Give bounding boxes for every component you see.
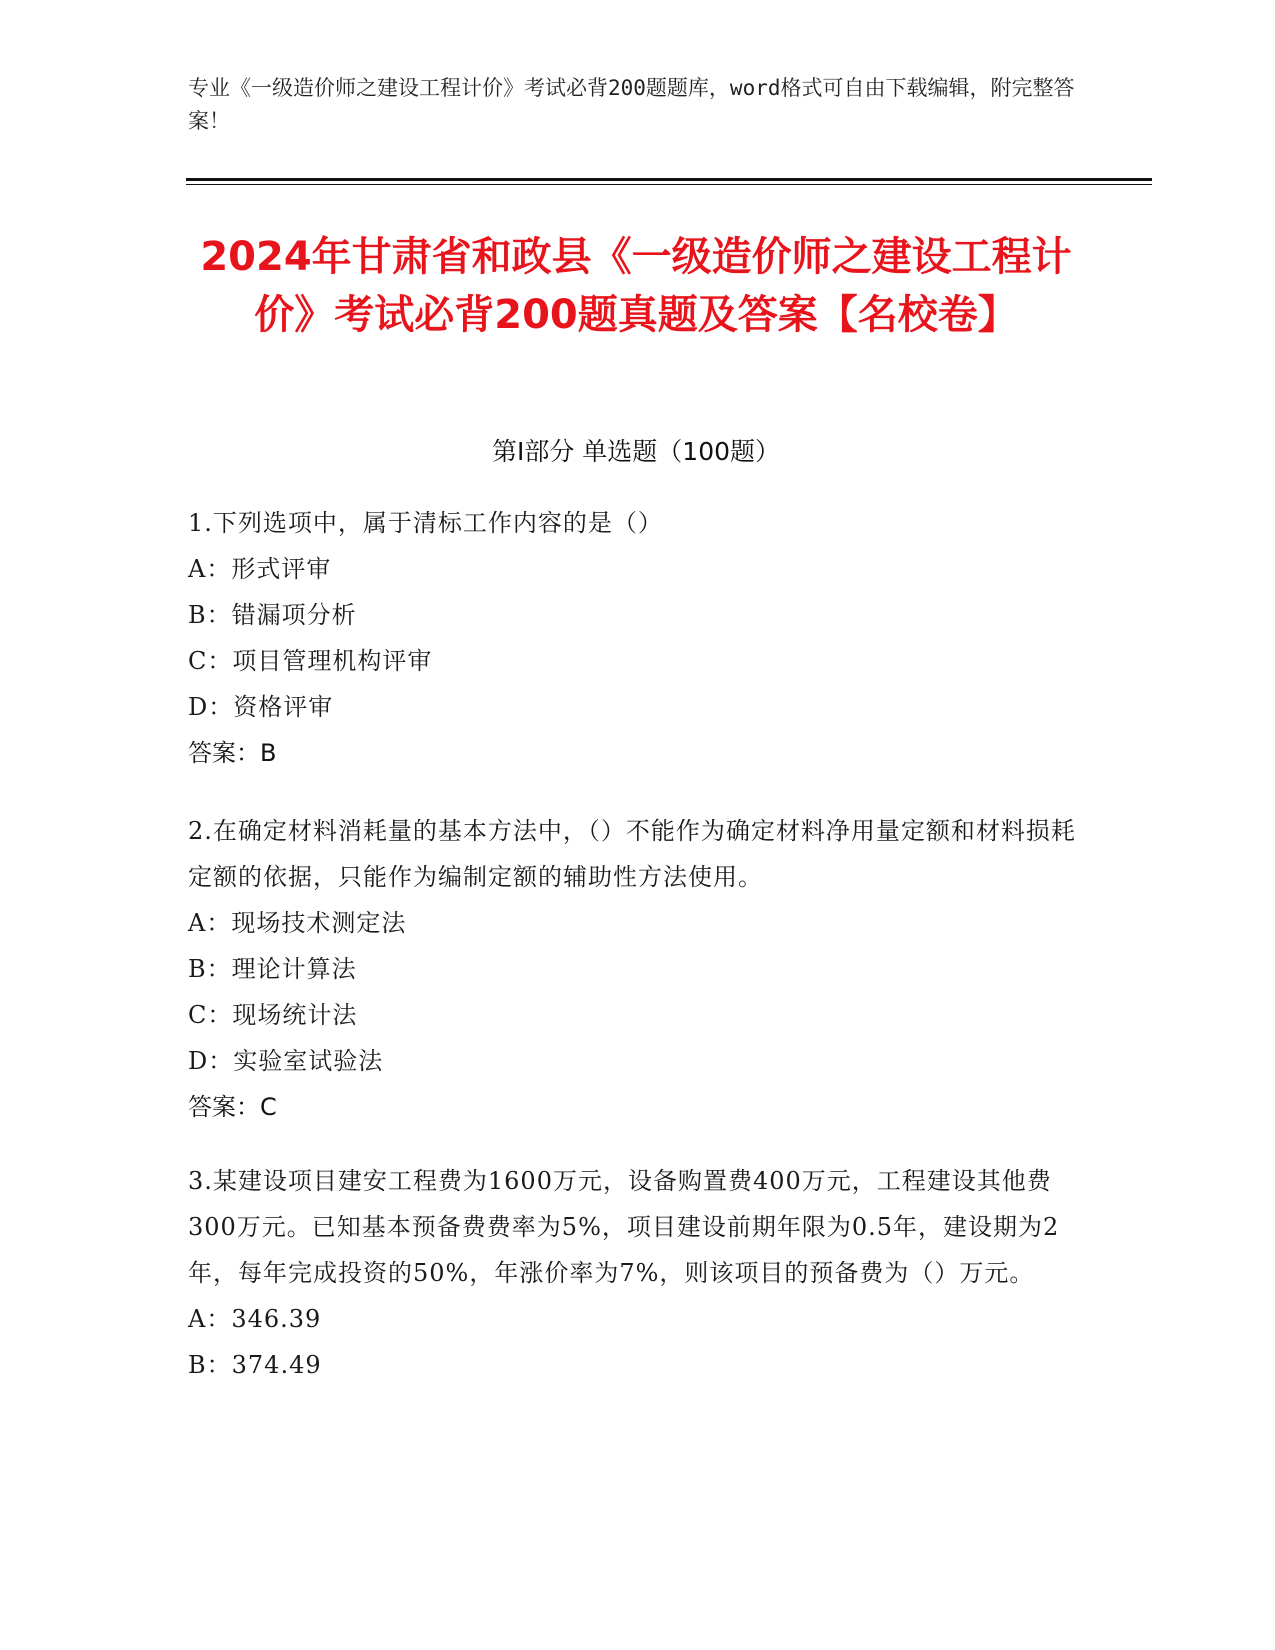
- option-b: B：374.49: [188, 1351, 322, 1379]
- option-c: C：项目管理机构评审: [188, 647, 433, 675]
- answer: 答案：B: [188, 739, 277, 767]
- header-note: 专业《一级造价师之建设工程计价》考试必背200题题库，word格式可自由下载编辑，附完整答案！: [188, 76, 1075, 133]
- header-divider-thin: [186, 184, 1152, 185]
- option-b: B：理论计算法: [188, 955, 357, 983]
- header-divider-thick: [186, 178, 1152, 181]
- option-a: A：形式评审: [188, 555, 332, 583]
- option-a: A：346.39: [188, 1305, 322, 1333]
- option-b: B：错漏项分析: [188, 601, 357, 629]
- question-3: [188, 1158, 1088, 1388]
- question-stem: 1.下列选项中，属于清标工作内容的是（）: [188, 509, 663, 537]
- option-a: A：现场技术测定法: [188, 909, 407, 937]
- question-stem: 3.某建设项目建安工程费为1600万元，设备购置费400万元，工程建设其他费300万元。已知基本预备费费率为5%，项目建设前期年限为0.5年，建设期为2年，每年完成投资的50%，年涨价率为7%，则该项目的预备费为（）万元。: [188, 1167, 1060, 1287]
- document-title: 2024年甘肃省和政县《一级造价师之建设工程计价》考试必背200题真题及答案【名校卷】: [200, 234, 1072, 338]
- answer: 答案：C: [188, 1093, 277, 1121]
- option-d: D：资格评审: [188, 693, 334, 721]
- question-2: [188, 808, 1088, 1130]
- section-title: 第I部分 单选题（100题）: [491, 437, 781, 466]
- option-d: D：实验室试验法: [188, 1047, 384, 1075]
- question-1: [188, 500, 1088, 776]
- option-c: C：现场统计法: [188, 1001, 358, 1029]
- question-stem: 2.在确定材料消耗量的基本方法中，（）不能作为确定材料净用量定额和材料损耗定额的依据，只能作为编制定额的辅助性方法使用。: [188, 817, 1076, 891]
